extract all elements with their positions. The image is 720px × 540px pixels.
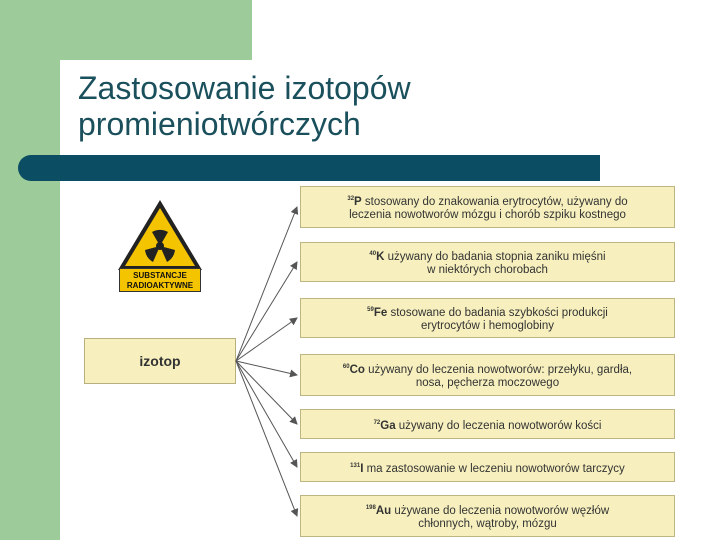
isotope-entry [300, 298, 675, 338]
isotope-entry [300, 242, 675, 282]
isotope-entry [300, 409, 675, 439]
isotope-entry [300, 495, 675, 537]
mass-number: 131 [350, 462, 361, 469]
element-symbol: Ga [380, 419, 396, 432]
entry-line-2: nosa, pęcherza moczowego [415, 377, 560, 390]
entry-line-1 [305, 360, 670, 377]
entry-line-2: chłonnych, wątroby, mózgu [418, 518, 557, 531]
entry-text-1: stosowany do znakowania erytrocytów, używany do [361, 195, 628, 208]
entry-line-1 [305, 247, 670, 264]
sign-label-line-2: RADIOAKTYWNE [126, 281, 194, 290]
isotope-entry [300, 186, 675, 228]
entry-text-1: używane do leczenia nowotworów węzłów [391, 504, 610, 517]
entry-line-2: w niektórych chorobach [427, 264, 548, 277]
connector-arrow [236, 262, 297, 361]
entry-text-1: używany do leczenia nowotworów kości [395, 419, 602, 432]
element-symbol: P [354, 195, 362, 208]
mass-number: 40 [369, 250, 377, 257]
entry-line-1 [305, 416, 670, 433]
entry-line-2: erytrocytów i hemoglobiny [421, 320, 554, 333]
element-symbol: I [360, 462, 364, 475]
isotope-entry [300, 354, 675, 396]
mass-number: 32 [347, 195, 355, 202]
entry-line-1 [305, 501, 670, 518]
connector-arrow [236, 361, 297, 516]
title-line-1: Zastosowanie izotopów [78, 70, 411, 106]
isotope-entry [300, 452, 675, 482]
title-line-2: promieniotwórczych [78, 106, 361, 142]
entry-line-1 [305, 303, 670, 320]
entry-line-1 [305, 192, 670, 209]
connector-arrow [236, 361, 297, 375]
sign-label-line-1: SUBSTANCJE [133, 271, 187, 280]
mass-number: 72 [373, 419, 381, 426]
entry-text-1: używany do badania stopnia zaniku mięśni [384, 250, 606, 263]
entry-text-1: stosowane do badania szybkości produkcji [387, 306, 608, 319]
element-symbol: Au [375, 504, 392, 517]
mass-number: 198 [365, 504, 376, 511]
mass-number: 59 [367, 306, 374, 313]
entry-text-1: używany do leczenia nowotworów: przełyku, gardła, [364, 363, 633, 376]
entry-line-2: leczenia nowotworów mózgu i chorób szpiku kostnego [349, 209, 626, 222]
entry-line-1 [305, 459, 670, 476]
entry-text-1: ma zastosowanie w leczeniu nowotworów tarczycy [363, 462, 625, 475]
element-symbol: Co [349, 363, 365, 376]
izotop-label: izotop [139, 353, 181, 369]
element-symbol: Fe [373, 306, 388, 319]
connector-arrow [236, 318, 297, 361]
mass-number: 60 [342, 363, 350, 370]
element-symbol: K [376, 250, 385, 263]
connector-arrow [236, 207, 297, 361]
